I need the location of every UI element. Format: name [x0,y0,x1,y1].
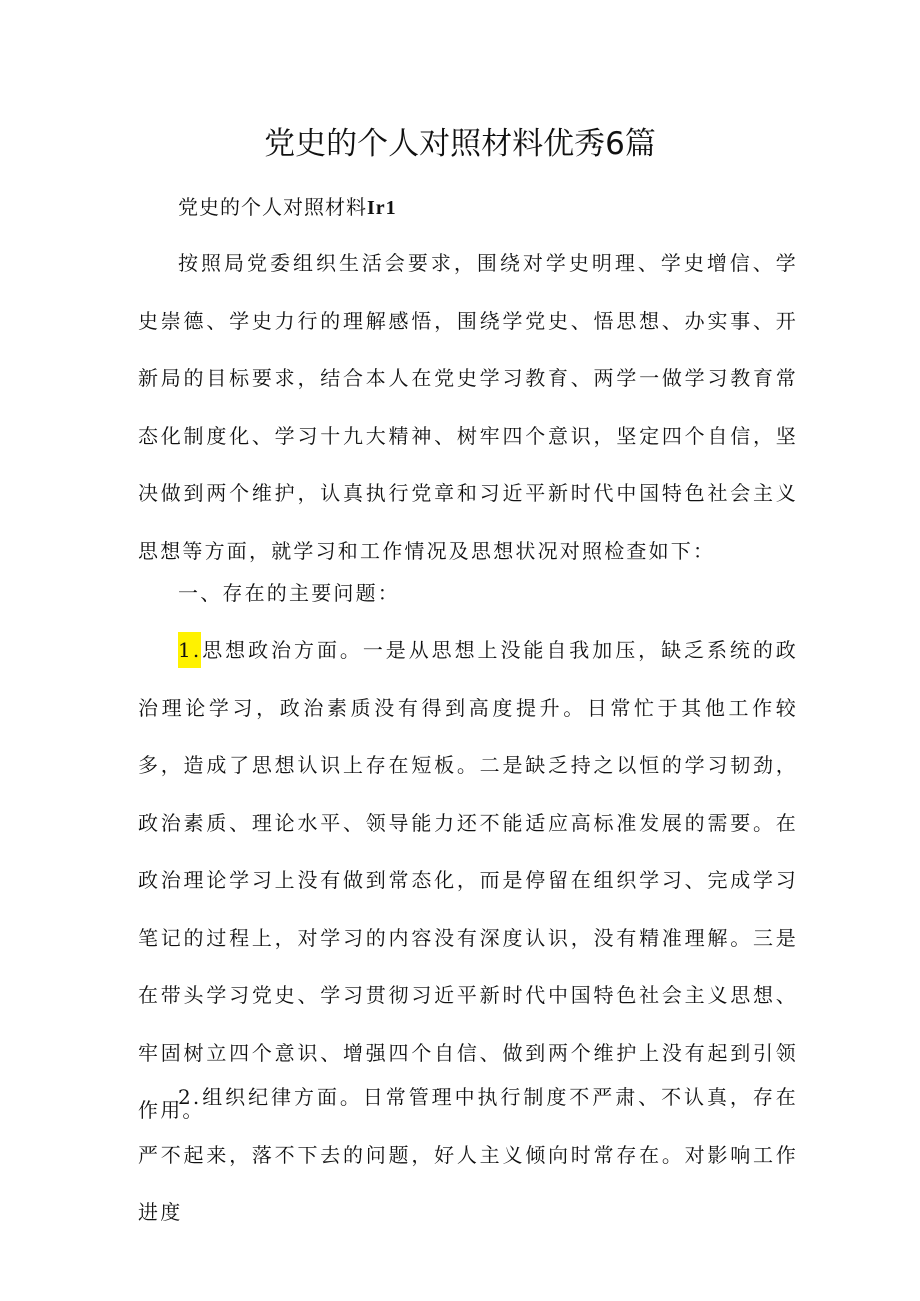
intro-paragraph: 按照局党委组织生活会要求，围绕对学史明理、学史增信、学史崇德、学史力行的理解感悟，围绕学党史、悟思想、办实事、开新局的目标要求，结合本人在党史学习教育、两学一做学习教育常态化制度化、学习十九大精神、树牢四个意识，坚定四个自信，坚决做到两个维护，认真执行党章和习近平新时代中国特色社会主义思想等方面，就学习和工作情况及思想状况对照检查如下： [138,251,798,563]
section-heading: 一、存在的主要问题： [178,581,400,605]
item-1-number-highlight: 1. [178,632,201,668]
subtitle-suffix: Ir1 [367,197,397,219]
item-1-text: 思想政治方面。一是从思想上没能自我加压，缺乏系统的政治理论学习，政治素质没有得到高度提升。日常忙于其他工作较多，造成了思想认识上存在短板。二是缺乏持之以恒的学习韧劲，政治素质、理论水平、领导能力还不能适应高标准发展的需要。在政治理论学习上没有做到常态化，而是停留在组织学习、完成学习笔记的过程上，对学习的内容没有深度认识，没有精准理解。三是在带头学习党史、学习贯彻习近平新时代中国特色社会主义思想、牢固树立四个意识、增强四个自信、做到两个维护上没有起到引领作用。 [138,638,798,1122]
item-1-paragraph [138,622,798,1140]
document-title: 党史的个人对照材料优秀6篇 [264,126,656,162]
item-2-paragraph: 2.组织纪律方面。日常管理中执行制度不严肃、不认真，存在严不起来，落不下去的问题，好人主义倾向时常存在。对影响工作进度 [138,1085,798,1224]
document-subtitle [178,191,397,220]
subtitle-text: 党史的个人对照材料 [178,195,367,219]
